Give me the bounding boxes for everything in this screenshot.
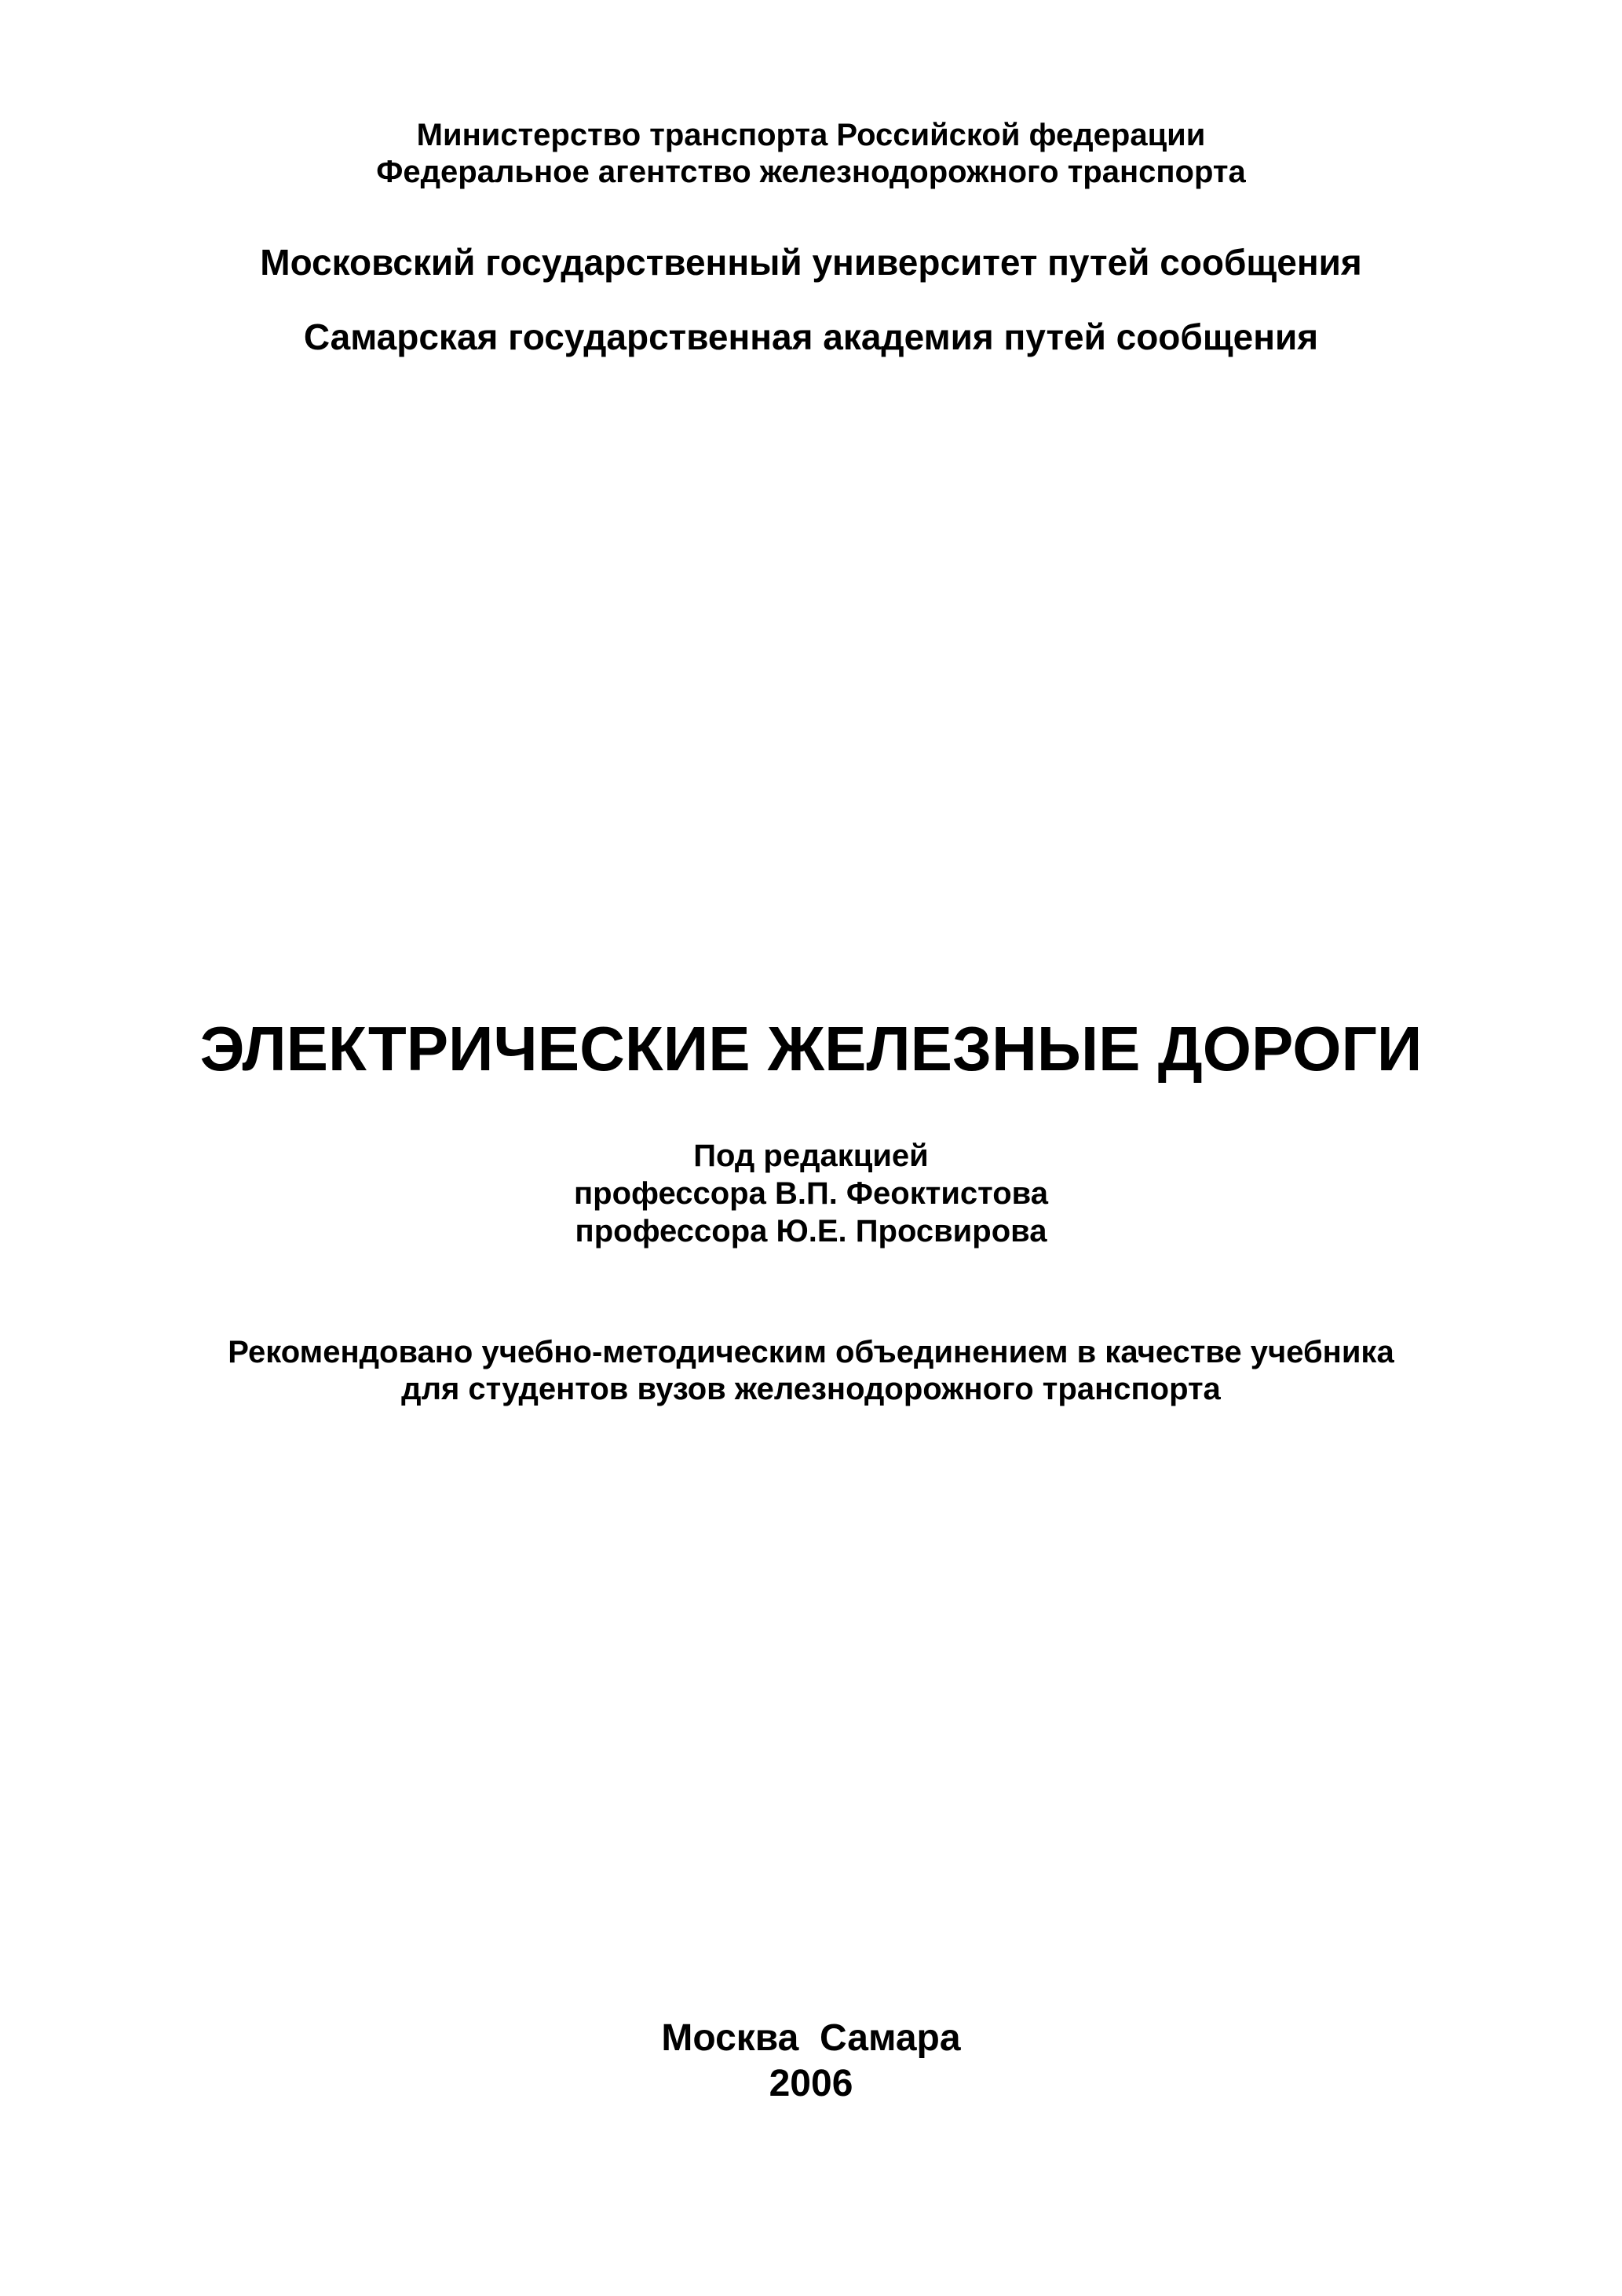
recommendation-line-2: для студентов вузов железнодорожного транспорта [401,1372,1221,1406]
university-line: Московский государственный университет путей сообщения [260,242,1362,283]
academy-line: Самарская государственная академия путей сообщения [303,316,1319,357]
recommendation-line-1: Рекомендовано учебно-методическим объединением в качестве учебника [228,1335,1394,1369]
editor-2: профессора Ю.Е. Просвирова [575,1214,1047,1249]
publication-cities: Москва Самара [661,2017,961,2059]
editors-intro: Под редакцией [693,1139,929,1173]
book-title: ЭЛЕКТРИЧЕСКИЕ ЖЕЛЕЗНЫЕ ДОРОГИ [199,1014,1423,1084]
agency-line: Федеральное агентство железнодорожного транспорта [376,155,1246,189]
ministry-line: Министерство транспорта Российской федерации [416,118,1206,152]
publication-year: 2006 [769,2063,853,2104]
editor-1: профессора В.П. Феоктистова [574,1176,1048,1211]
